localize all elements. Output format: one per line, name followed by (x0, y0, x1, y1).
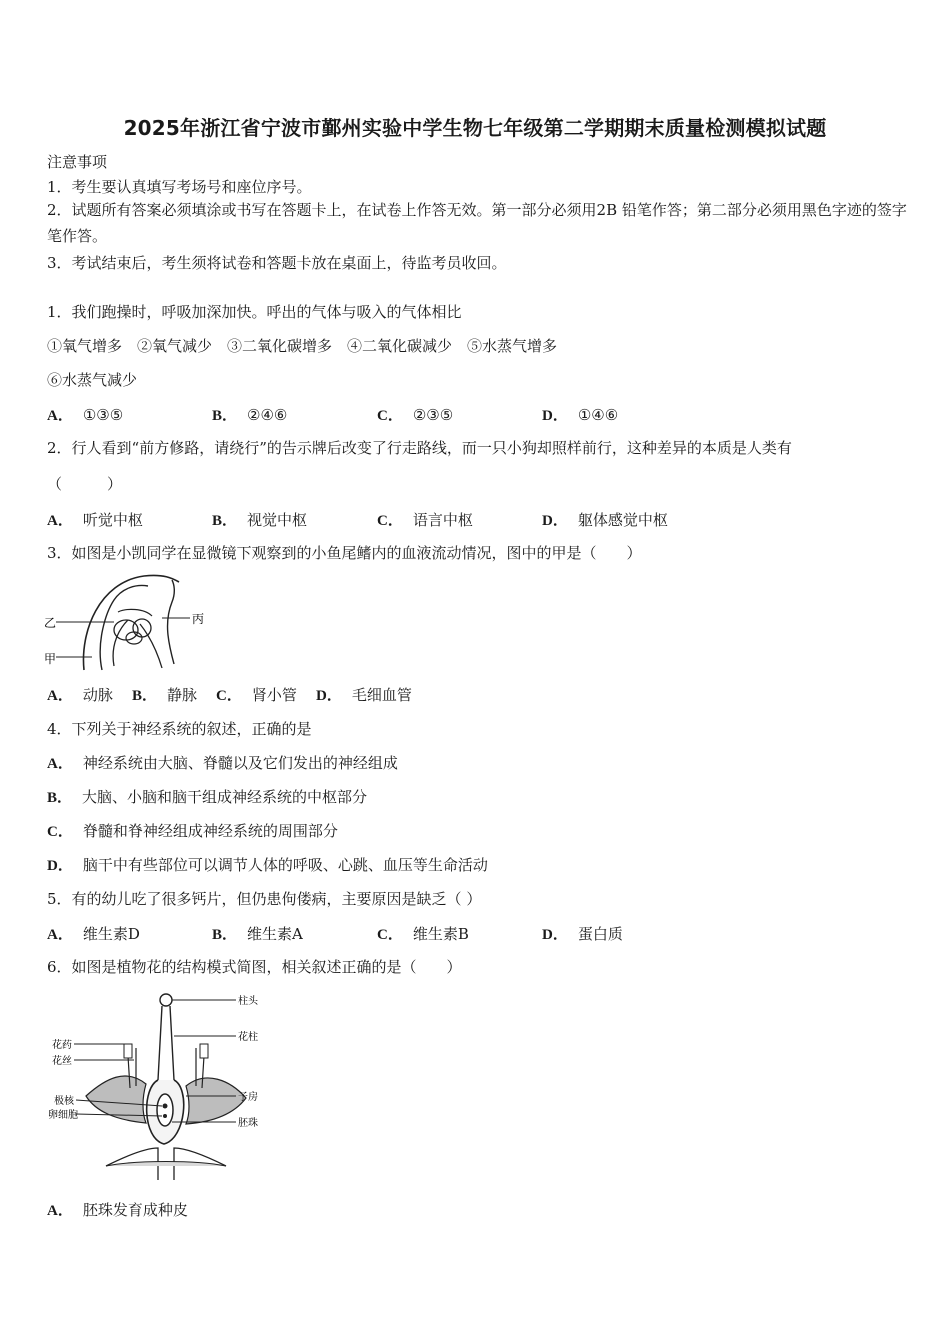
options-row (47, 923, 907, 943)
option[interactable]: D． ①④⑥ (542, 406, 619, 424)
option[interactable]: B． 视觉中枢 (212, 511, 308, 529)
option[interactable]: A． 神经系统由大脑、脊髓以及它们发出的神经组成 (47, 754, 398, 772)
figure-label-filament: 花丝 (52, 1056, 72, 1067)
question-stem: 2．行人看到“前方修路，请绕行”的告示牌后改变了行走路线，而一只小狗却照样前行，这种差异的本质是人类有 (47, 439, 792, 457)
notice-heading: 注意事项 (47, 153, 108, 171)
option[interactable]: D． 毛细血管 (315, 686, 412, 704)
option[interactable]: D． 脑干中有些部位可以调节人体的呼吸、心跳、血压等生命活动 (47, 856, 488, 874)
option[interactable]: C． 维生素B (377, 925, 469, 943)
notice-item: 3．考试结束后，考生须将试卷和答题卡放在桌面上，待监考员收回。 (47, 254, 507, 272)
figure-label-style: 花柱 (238, 1032, 258, 1043)
option[interactable]: C． 语言中枢 (377, 511, 473, 529)
notice-item: 1．考生要认真填写考场号和座位序号。 (47, 178, 312, 196)
option[interactable]: A． ①③⑤ (47, 406, 124, 424)
option[interactable]: C． ②③⑤ (377, 406, 454, 424)
option[interactable]: D． 躯体感觉中枢 (542, 511, 668, 529)
option[interactable]: A． 动脉 (47, 686, 113, 704)
option[interactable]: A． 维生素D (47, 925, 140, 943)
answer-paren: （ ） (47, 475, 123, 493)
figure-label-nucleus: 极核 (54, 1096, 74, 1107)
notice-item: 2．试题所有答案必须填涂或书写在答题卡上，在试卷上作答无效。第一部分必须用2B 铅笔作答；第二部分必须用黑色字迹的签字笔作答。 (47, 201, 907, 245)
option[interactable]: B． ②④⑥ (212, 406, 288, 424)
page-title: 2025年浙江省宁波市鄞州实验中学生物七年级第二学期期末质量检测模拟试题 (123, 116, 827, 140)
options-row (47, 685, 412, 706)
option[interactable]: B． 维生素A (212, 925, 303, 943)
question-stem: 4．下列关于神经系统的叙述，正确的是 (47, 720, 312, 738)
figure-label-egg: 卵细胞 (48, 1110, 78, 1121)
figure-label-ovary: 子房 (238, 1092, 258, 1103)
option[interactable]: A． 胚珠发育成种皮 (47, 1201, 188, 1219)
figure-label-ovule: 胚珠 (238, 1118, 258, 1129)
question-statements: ①氧气增多 ②氧气减少 ③二氧化碳增多 ④二氧化碳减少 ⑤水蒸气增多 (47, 337, 558, 355)
option[interactable]: C． 脊髓和脊神经组成神经系统的周围部分 (47, 822, 338, 840)
figure-label-yi: 乙 (44, 616, 57, 630)
question-stem: 5．有的幼儿吃了很多钙片，但仍患佝偻病，主要原因是缺乏（ ） (47, 890, 482, 908)
option[interactable]: D． 蛋白质 (542, 925, 623, 943)
options-row (47, 404, 907, 424)
question-stem: 3．如图是小凯同学在显微镜下观察到的小鱼尾鳍内的血液流动情况，图中的甲是（ ） (47, 544, 642, 562)
options-row (47, 509, 907, 529)
question-stem: 6．如图是植物花的结构模式简图，相关叙述正确的是（ ） (47, 958, 462, 976)
option[interactable]: A． 听觉中枢 (47, 511, 143, 529)
question-stem: 1．我们跑操时，呼吸加深加快。呼出的气体与吸入的气体相比 (47, 303, 462, 321)
option[interactable]: C． 肾小管 (216, 686, 297, 704)
figure-label-bing: 丙 (192, 612, 205, 626)
figure-label-jia: 甲 (44, 652, 57, 666)
option[interactable]: B． 大脑、小脑和脑干组成神经系统的中枢部分 (47, 788, 368, 806)
figure-label-stigma: 柱头 (238, 996, 258, 1007)
flower-structure-figure (46, 988, 276, 1183)
option[interactable]: B． 静脉 (131, 686, 197, 704)
question-statements: ⑥水蒸气减少 (47, 371, 138, 389)
figure-label-anther: 花药 (52, 1040, 72, 1051)
fish-tail-blood-flow-figure (44, 572, 214, 672)
